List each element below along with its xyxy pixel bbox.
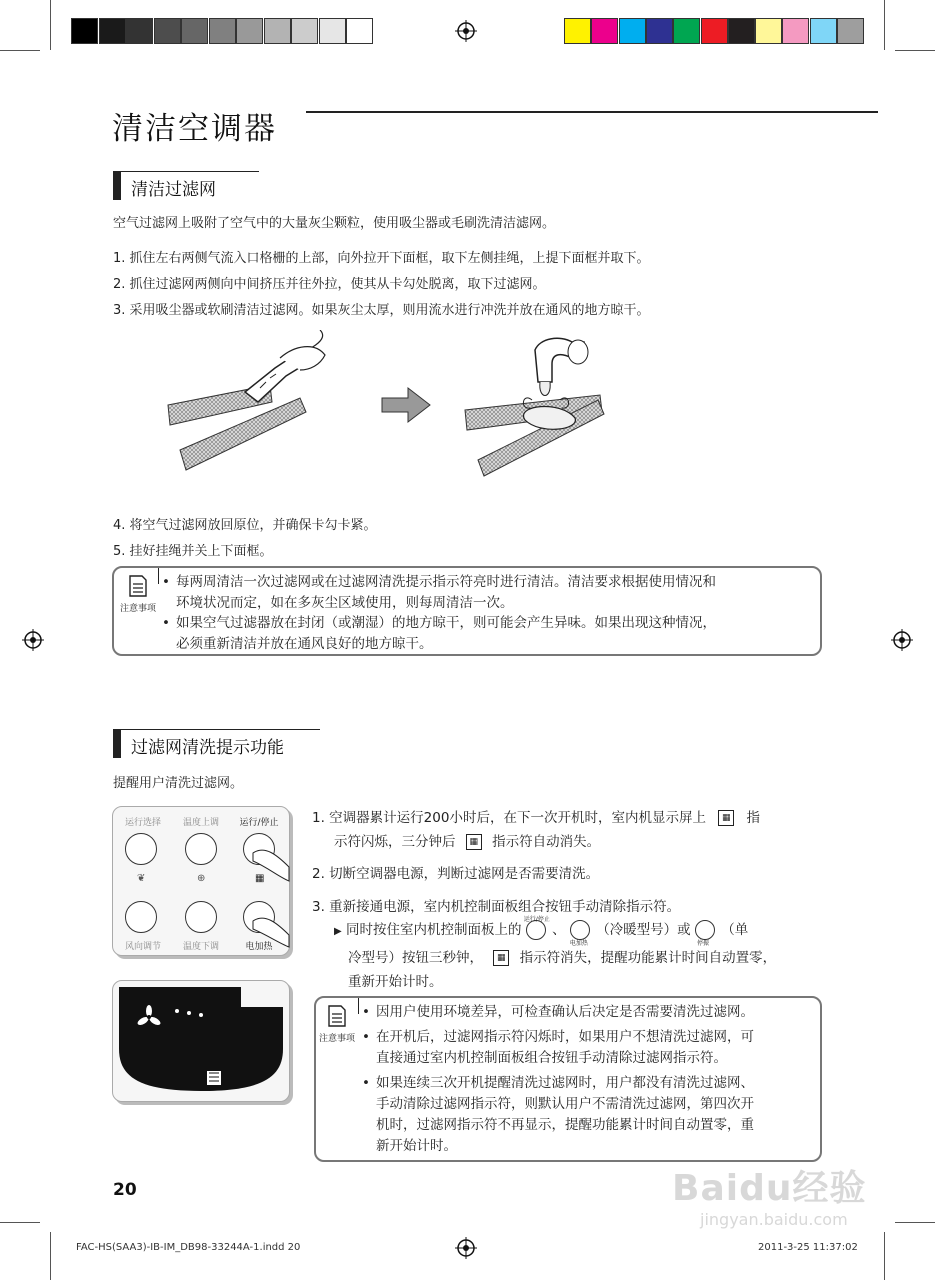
grayscale-swatch	[154, 18, 181, 44]
watermark-url: jingyan.baidu.com	[700, 1210, 848, 1229]
color-swatch	[701, 18, 728, 44]
indoor-control-panel-image: 运行选择 温度上调 运行/停止 ⊕ ❦ ▦ 风向调节 温度下调 电加热	[112, 806, 290, 956]
arrow-right-icon	[382, 388, 430, 422]
filter-indicator-icon: ▦	[493, 950, 509, 966]
crop-mark	[884, 0, 885, 50]
section-heading-filter-reminder	[113, 730, 323, 758]
color-swatch	[728, 18, 755, 44]
pressing-hand-icon	[245, 837, 291, 949]
filter-icon: ▦	[255, 873, 265, 884]
footer-timestamp: 2011-3-25 11:37:02	[758, 1242, 858, 1253]
washing-filter-image	[465, 338, 604, 476]
s2-step-2: 2. 切断空调器电源，判断过滤网是否需要清洗。	[312, 866, 600, 882]
s2-step-3-detail-line2: 冷型号）按钮三秒钟， ▦ 指示符消失，提醒功能累计时间自动置零，	[348, 950, 777, 966]
registration-mark-icon	[22, 629, 44, 651]
s2-step-3-detail-line3: 重新开始计时。	[348, 974, 443, 990]
stop-vibration-button-icon	[695, 920, 715, 940]
temp-up-button[interactable]	[185, 833, 217, 865]
crop-mark	[50, 0, 51, 50]
step-3: 3. 采用吸尘器或软刷清洁过滤网。如果灰尘太厚，则用流水进行冲洗并放在通风的地方晾干。	[113, 303, 650, 318]
color-swatch	[810, 18, 837, 44]
mode-button[interactable]	[125, 833, 157, 865]
electric-heat-button-icon	[570, 920, 590, 940]
color-swatch	[755, 18, 782, 44]
s2-step-3-detail-line1: ▶ 同时按住室内机控制面板上的 运行/停止 、 电加热 （冷暖型号）或 停振 （单	[334, 916, 749, 947]
color-swatch	[782, 18, 809, 44]
run-stop-button-icon	[526, 920, 546, 940]
filter-cleaning-illustration	[160, 330, 620, 480]
registration-mark-icon	[455, 20, 477, 42]
s2-step-1-line2: 示符闪烁，三分钟后 ▦ 指示符自动消失。	[334, 834, 601, 850]
section2-intro: 提醒用户清洗过滤网。	[113, 776, 244, 791]
crop-mark	[895, 50, 935, 51]
note-label: 注意事项	[119, 604, 156, 614]
grayscale-swatch	[71, 18, 98, 44]
swing-button[interactable]	[125, 901, 157, 933]
note-icon	[118, 574, 158, 614]
color-swatch	[591, 18, 618, 44]
notepad-icon	[127, 574, 149, 598]
crop-mark	[0, 50, 40, 51]
grayscale-swatch	[126, 18, 153, 44]
s2-step-1-line1: 1. 空调器累计运行200小时后，在下一次开机时，室内机显示屏上 ▦ 指	[312, 810, 761, 826]
step-5: 5. 挂好挂绳并关上下面框。	[113, 544, 273, 559]
grayscale-swatch	[346, 18, 373, 44]
registration-mark-icon	[455, 1237, 477, 1259]
note-label: 注意事项	[318, 1034, 355, 1044]
s2-step-3: 3. 重新接通电源，室内机控制面板组合按钮手动清除指示符。	[312, 899, 681, 915]
step-1: 1. 抓住左右两侧气流入口格栅的上部，向外拉开下面框，取下左侧挂绳，上提下面框并取下。	[113, 251, 650, 266]
grayscale-swatch	[264, 18, 291, 44]
filter-indicator-icon: ▦	[466, 834, 482, 850]
lock-icon: ⊕	[197, 873, 206, 884]
color-swatch	[837, 18, 864, 44]
color-swatch	[619, 18, 646, 44]
step-4: 4. 将空气过滤网放回原位，并确保卡勾卡紧。	[113, 518, 377, 533]
watermark-logo: Baidu经验	[672, 1168, 867, 1209]
section-heading-text: 清洁过滤网	[131, 180, 216, 200]
page-title: 清洁空调器	[112, 111, 277, 147]
page-number: 20	[113, 1180, 137, 1200]
section-heading-text: 过滤网清洗提示功能	[131, 738, 284, 758]
grayscale-swatch	[99, 18, 126, 44]
filter-indicator-icon: ▦	[718, 810, 734, 826]
indoor-display-image	[112, 980, 290, 1102]
grayscale-swatch	[209, 18, 236, 44]
section1-intro: 空气过滤网上吸附了空气中的大量灰尘颗粒，使用吸尘器或毛刷洗清洁滤网。	[113, 216, 556, 231]
swing-icon: ❦	[137, 873, 146, 884]
note-divider	[158, 568, 159, 584]
title-rule	[306, 111, 878, 113]
color-swatch	[673, 18, 700, 44]
temp-down-button[interactable]	[185, 901, 217, 933]
vacuum-filter-image	[168, 330, 325, 470]
step-2: 2. 抓住过滤网两侧向中间挤压并往外拉，使其从卡勾处脱离，取下过滤网。	[113, 277, 546, 292]
note-icon	[316, 1004, 358, 1044]
grayscale-swatch	[291, 18, 318, 44]
grayscale-swatch	[236, 18, 263, 44]
notepad-icon	[326, 1004, 348, 1028]
grayscale-swatch	[319, 18, 346, 44]
grayscale-swatch	[181, 18, 208, 44]
footer-file: FAC-HS(SAA3)-IB-IM_DB98-33244A-1.indd 20	[76, 1242, 301, 1253]
crop-mark	[0, 1222, 40, 1223]
registration-mark-icon	[891, 629, 913, 651]
section-heading-clean-filter	[113, 172, 263, 200]
crop-mark	[884, 1232, 885, 1280]
color-swatch	[646, 18, 673, 44]
note-divider	[358, 998, 359, 1014]
color-swatch	[564, 18, 591, 44]
crop-mark	[50, 1232, 51, 1280]
crop-mark	[895, 1222, 935, 1223]
